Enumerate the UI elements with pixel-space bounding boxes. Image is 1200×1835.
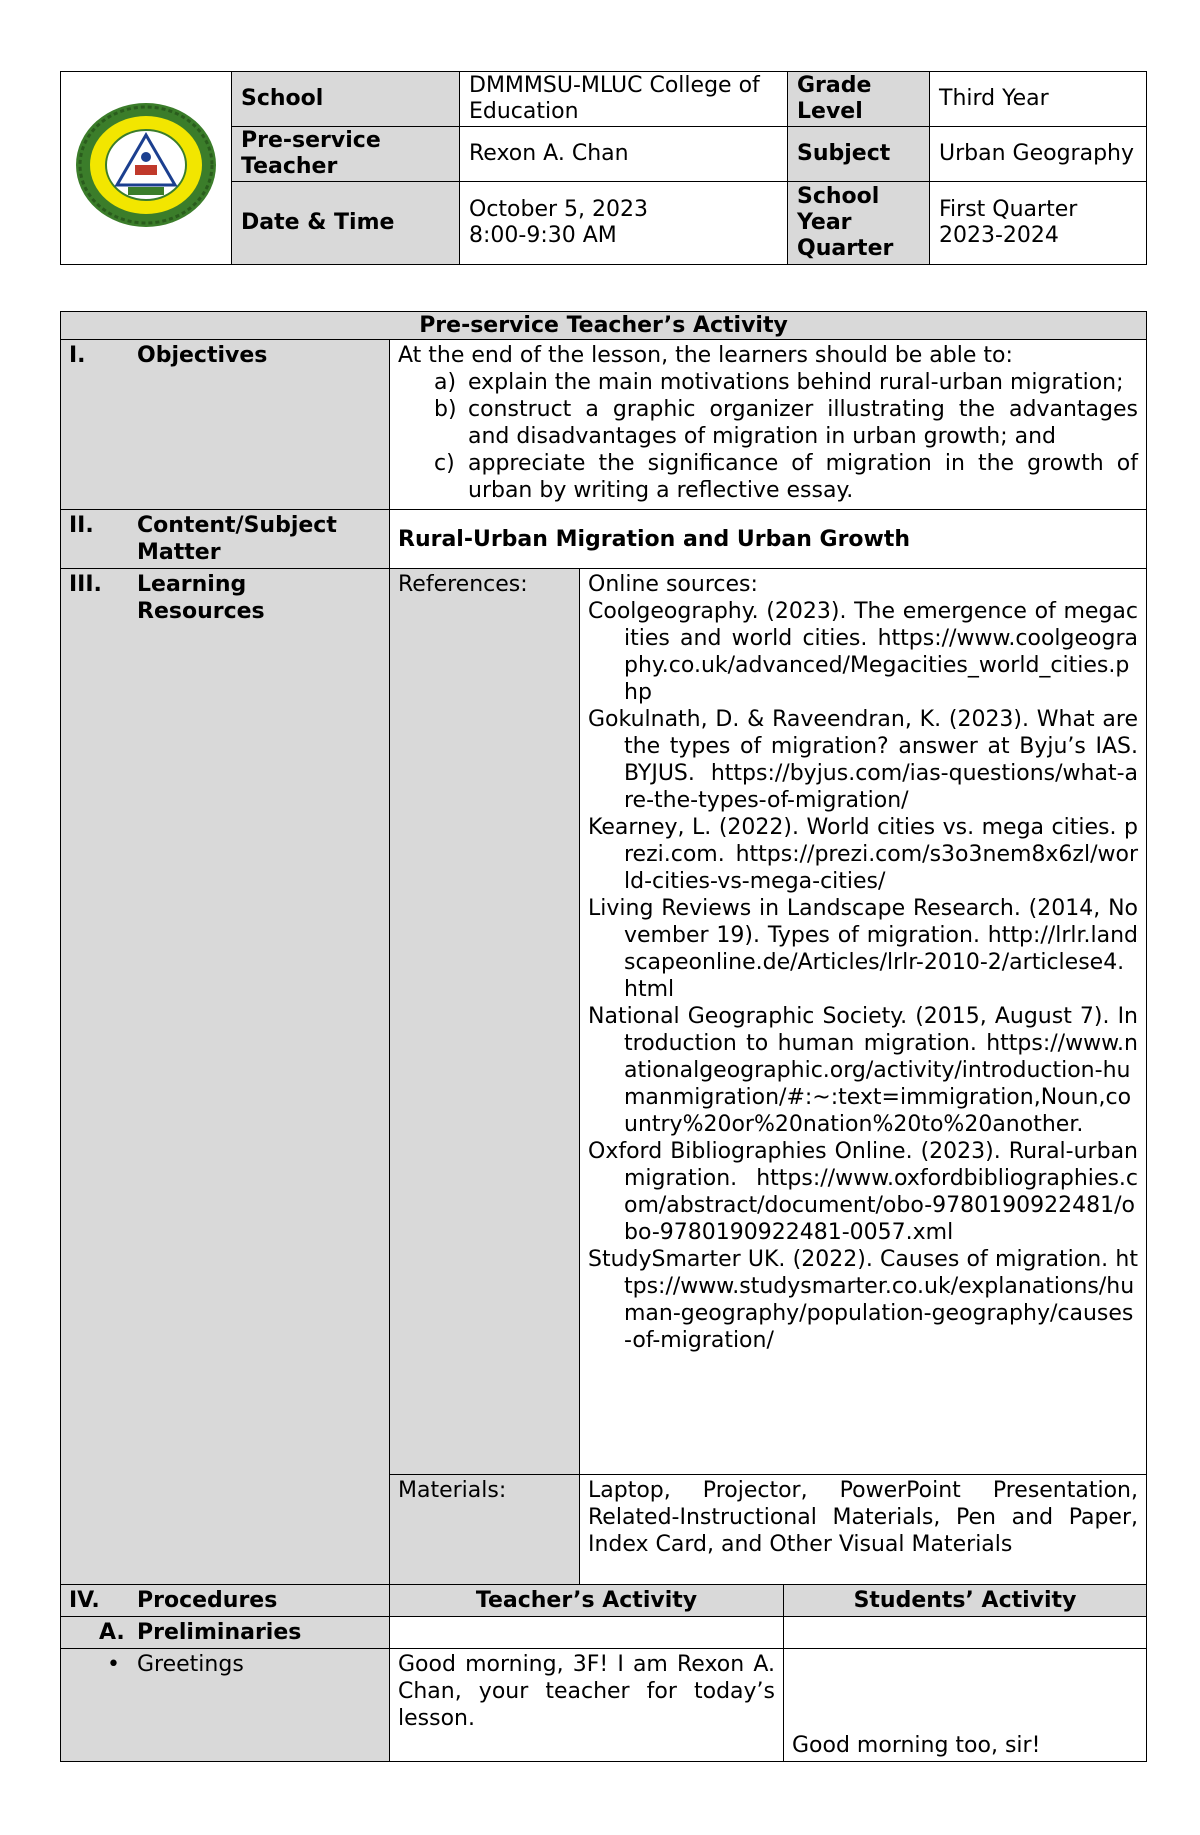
university-seal-icon bbox=[71, 99, 221, 231]
objective-text: construct a graphic organizer illustrating the advantages and disadvantages of migration in urban growth; and bbox=[468, 397, 1138, 449]
resources-label-cell bbox=[61, 569, 390, 1585]
objectives-label: Objectives bbox=[137, 343, 268, 368]
preliminaries-students-cell bbox=[784, 1617, 1147, 1649]
objectives-list bbox=[434, 369, 1138, 504]
reference-item: Gokulnath, D. & Raveendran, K. (2023). What are the types of migration? answer at Byju’s IAS. BYJUS. https://byjus.com/ias-questions/what-are-the-types-of-migration/ bbox=[588, 707, 1138, 813]
reference-item: Coolgeography. (2023). The emergence of megacities and world cities. https://www.coolgeography.co.uk/advanced/Megacities_world_cities.php bbox=[588, 599, 1138, 705]
school-label: School bbox=[232, 72, 460, 127]
reference-item: Oxford Bibliographies Online. (2023). Rural-urban migration. https://www.oxfordbibliographies.com/abstract/document/obo-9780190922481/obo-9780190922481-0057.xml bbox=[588, 1139, 1138, 1245]
school-year-quarter-label: School Year Quarter bbox=[788, 182, 930, 265]
objectives-intro: At the end of the lesson, the learners should be able to: bbox=[398, 343, 1013, 368]
school-year-value: 2023-2024 bbox=[939, 223, 1059, 248]
objectives-number: I. bbox=[69, 343, 86, 368]
resources-number: III. bbox=[69, 572, 102, 597]
reference-item: Living Reviews in Landscape Research. (2014, November 19). Types of migration. http://lrlr.landscapeonline.de/Articles/lrlr-2010-2/articlese4.html bbox=[588, 896, 1138, 1002]
online-sources-label: Online sources: bbox=[588, 572, 758, 597]
teacher-value: Rexon A. Chan bbox=[460, 127, 788, 182]
objective-mark: b) bbox=[434, 397, 457, 422]
objective-mark: c) bbox=[434, 451, 455, 476]
objective-item bbox=[434, 450, 1138, 504]
teacher-activity-header: Teacher’s Activity bbox=[390, 1585, 784, 1617]
content-label: Content/Subject Matter bbox=[137, 513, 337, 565]
preliminaries-cell bbox=[61, 1617, 390, 1649]
objective-text: appreciate the significance of migration in the growth of urban by writing a reflective essay. bbox=[468, 451, 1138, 503]
greetings-students-text: Good morning too, sir! bbox=[784, 1649, 1147, 1762]
objectives-label-cell bbox=[61, 340, 390, 510]
objective-item bbox=[434, 369, 1138, 396]
date-value: October 5, 2023 bbox=[469, 197, 649, 222]
logo-cell bbox=[61, 72, 232, 265]
procedures-number: IV. bbox=[69, 1588, 100, 1613]
greetings-label: Greetings bbox=[137, 1652, 244, 1677]
grade-level-value: Third Year bbox=[930, 72, 1147, 127]
objective-text: explain the main motivations behind rural-urban migration; bbox=[468, 370, 1124, 395]
procedures-label-cell bbox=[61, 1585, 390, 1617]
resources-label: Learning Resources bbox=[137, 572, 265, 624]
reference-item: Kearney, L. (2022). World cities vs. mega cities. prezi.com. https://prezi.com/s3o3nem8x6zl/world-cities-vs-mega-cities/ bbox=[588, 815, 1138, 894]
quarter-value: First Quarter bbox=[939, 197, 1078, 222]
greetings-teacher-text: Good morning, 3F! I am Rexon A. Chan, your teacher for today’s lesson. bbox=[390, 1649, 784, 1762]
subject-value: Urban Geography bbox=[930, 127, 1147, 182]
lesson-plan-table bbox=[60, 311, 1147, 1762]
school-year-quarter-value bbox=[930, 182, 1147, 265]
objective-item bbox=[434, 396, 1138, 450]
materials-label: Materials: bbox=[390, 1475, 580, 1585]
references-label: References: bbox=[390, 569, 580, 1475]
preliminaries-teacher-cell bbox=[390, 1617, 784, 1649]
school-value: DMMMSU-MLUC College of Education bbox=[460, 72, 788, 127]
date-time-value bbox=[460, 182, 788, 265]
date-time-label: Date & Time bbox=[232, 182, 460, 265]
content-number: II. bbox=[69, 513, 94, 538]
bullet-icon: • bbox=[107, 1652, 120, 1677]
procedures-label: Procedures bbox=[137, 1588, 278, 1613]
time-value: 8:00-9:30 AM bbox=[469, 223, 617, 248]
reference-item: StudySmarter UK. (2022). Causes of migration. https://www.studysmarter.co.uk/explanations/human-geography/population-geography/causes-of-migration/ bbox=[588, 1247, 1138, 1353]
objective-mark: a) bbox=[434, 370, 457, 395]
grade-level-label: Grade Level bbox=[788, 72, 930, 127]
reference-item: National Geographic Society. (2015, August 7). Introduction to human migration. https://www.nationalgeographic.org/activity/introduction-humanmigration/#:~:text=immigration,Noun,country%20or%20nation%20to%20another. bbox=[588, 1004, 1138, 1137]
content-value: Rural-Urban Migration and Urban Growth bbox=[390, 510, 1147, 569]
activity-title: Pre-service Teacher’s Activity bbox=[61, 312, 1147, 340]
students-activity-header: Students’ Activity bbox=[784, 1585, 1147, 1617]
preliminaries-label: Preliminaries bbox=[137, 1620, 302, 1645]
objectives-cell bbox=[390, 340, 1147, 510]
header-table bbox=[60, 71, 1147, 265]
materials-value: Laptop, Projector, PowerPoint Presentation, Related-Instructional Materials, Pen and Paper, Index Card, and Other Visual Materials bbox=[580, 1475, 1147, 1585]
teacher-label: Pre-service Teacher bbox=[232, 127, 460, 182]
references-cell bbox=[580, 569, 1147, 1475]
content-label-cell bbox=[61, 510, 390, 569]
preliminaries-letter: A. bbox=[99, 1620, 125, 1645]
subject-label: Subject bbox=[788, 127, 930, 182]
greetings-cell bbox=[61, 1649, 390, 1762]
